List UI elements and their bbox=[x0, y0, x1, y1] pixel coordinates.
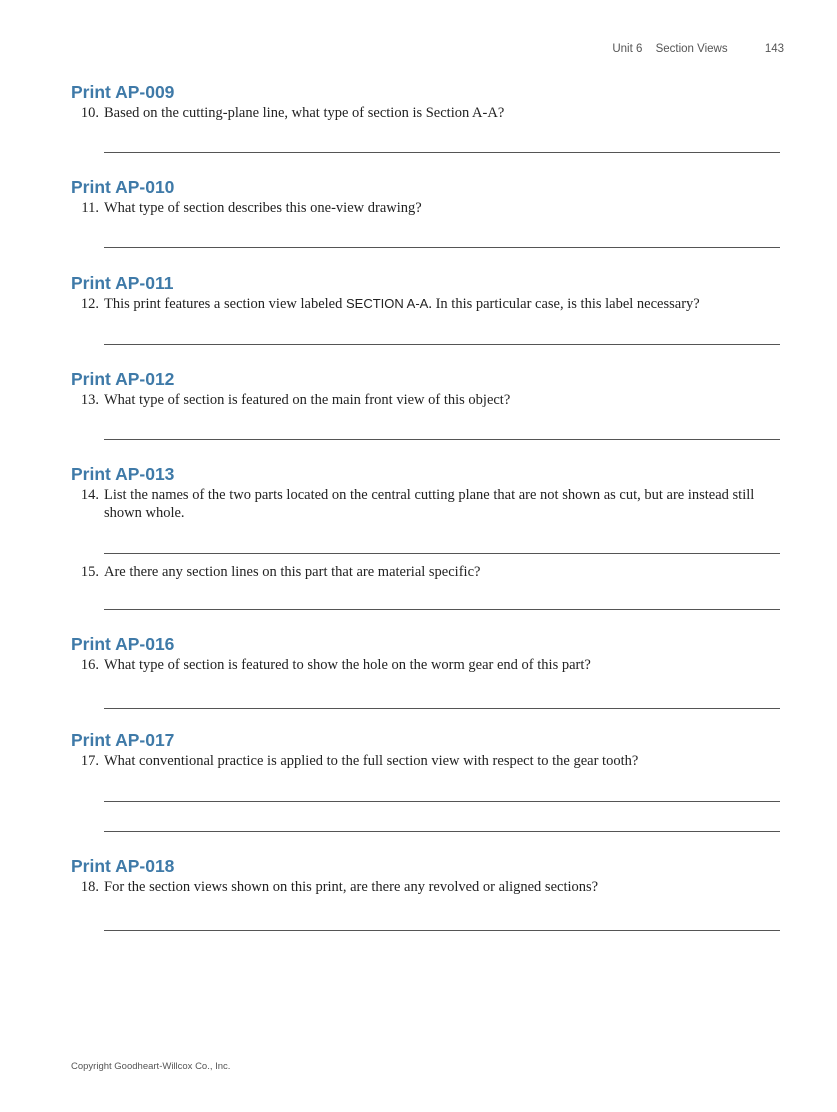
question-text: For the section views shown on this print, are there any revolved or aligned sections? bbox=[104, 879, 599, 895]
section-label-text: SECTION A-A bbox=[345, 296, 429, 311]
answer-line[interactable] bbox=[104, 553, 780, 554]
answer-line[interactable] bbox=[104, 152, 780, 153]
chapter-title: Section Views bbox=[655, 43, 728, 55]
question-number: 17. bbox=[80, 753, 99, 769]
section-title: Print AP-012 bbox=[71, 369, 175, 389]
section-ap-018 bbox=[71, 856, 780, 896]
question-15 bbox=[71, 563, 780, 581]
question-text: What conventional practice is applied to the full section view with respect to the gear tooth? bbox=[104, 753, 639, 769]
question-number: 10. bbox=[80, 105, 99, 121]
question-14 bbox=[71, 486, 780, 522]
answer-line[interactable] bbox=[104, 439, 780, 440]
question-13 bbox=[71, 391, 780, 409]
question-text: What type of section is featured on the main front view of this object? bbox=[104, 392, 511, 408]
question-text: What type of section is featured to show the hole on the worm gear end of this part? bbox=[104, 657, 591, 673]
question-number: 16. bbox=[80, 657, 99, 673]
copyright-footer: Copyright Goodheart-Willcox Co., Inc. bbox=[71, 1061, 231, 1072]
section-ap-013 bbox=[71, 464, 780, 580]
page-header bbox=[612, 43, 784, 55]
section-title: Print AP-017 bbox=[71, 730, 175, 750]
question-text: List the names of the two parts located on the central cutting plane that are not shown as cut, but are instead still shown whole. bbox=[104, 487, 755, 521]
section-title: Print AP-009 bbox=[71, 82, 175, 102]
section-title: Print AP-016 bbox=[71, 634, 175, 654]
question-10 bbox=[71, 104, 780, 122]
section-ap-016 bbox=[71, 634, 780, 674]
question-text: Based on the cutting-plane line, what type of section is Section A-A? bbox=[104, 105, 505, 121]
section-title: Print AP-011 bbox=[71, 273, 174, 293]
section-title: Print AP-018 bbox=[71, 856, 175, 876]
question-text: What type of section describes this one-view drawing? bbox=[104, 200, 422, 216]
question-number: 11. bbox=[81, 200, 99, 216]
question-number: 12. bbox=[80, 296, 99, 312]
question-17 bbox=[71, 752, 780, 770]
answer-line[interactable] bbox=[104, 247, 780, 248]
answer-line[interactable] bbox=[104, 801, 780, 802]
question-text: Are there any section lines on this part that are material specific? bbox=[104, 564, 481, 580]
question-11 bbox=[71, 199, 780, 217]
question-number: 14. bbox=[80, 487, 99, 503]
section-ap-012 bbox=[71, 369, 780, 409]
answer-line[interactable] bbox=[104, 831, 780, 832]
question-16 bbox=[71, 656, 780, 674]
question-number: 15. bbox=[80, 564, 99, 580]
page-number: 143 bbox=[764, 43, 784, 55]
answer-line[interactable] bbox=[104, 609, 780, 610]
section-ap-011 bbox=[71, 273, 780, 313]
question-18 bbox=[71, 878, 780, 896]
section-title: Print AP-010 bbox=[71, 177, 175, 197]
question-text-before: This print features a section view labeled bbox=[104, 296, 346, 312]
question-number: 13. bbox=[80, 392, 99, 408]
section-ap-017 bbox=[71, 730, 780, 770]
question-number: 18. bbox=[80, 879, 99, 895]
section-ap-010 bbox=[71, 177, 780, 217]
answer-line[interactable] bbox=[104, 930, 780, 931]
question-12 bbox=[71, 295, 780, 313]
question-text-after: . In this particular case, is this label necessary? bbox=[428, 296, 700, 312]
unit-label: Unit 6 bbox=[612, 43, 643, 55]
section-title: Print AP-013 bbox=[71, 464, 175, 484]
answer-line[interactable] bbox=[104, 344, 780, 345]
section-ap-009 bbox=[71, 82, 780, 122]
answer-line[interactable] bbox=[104, 708, 780, 709]
